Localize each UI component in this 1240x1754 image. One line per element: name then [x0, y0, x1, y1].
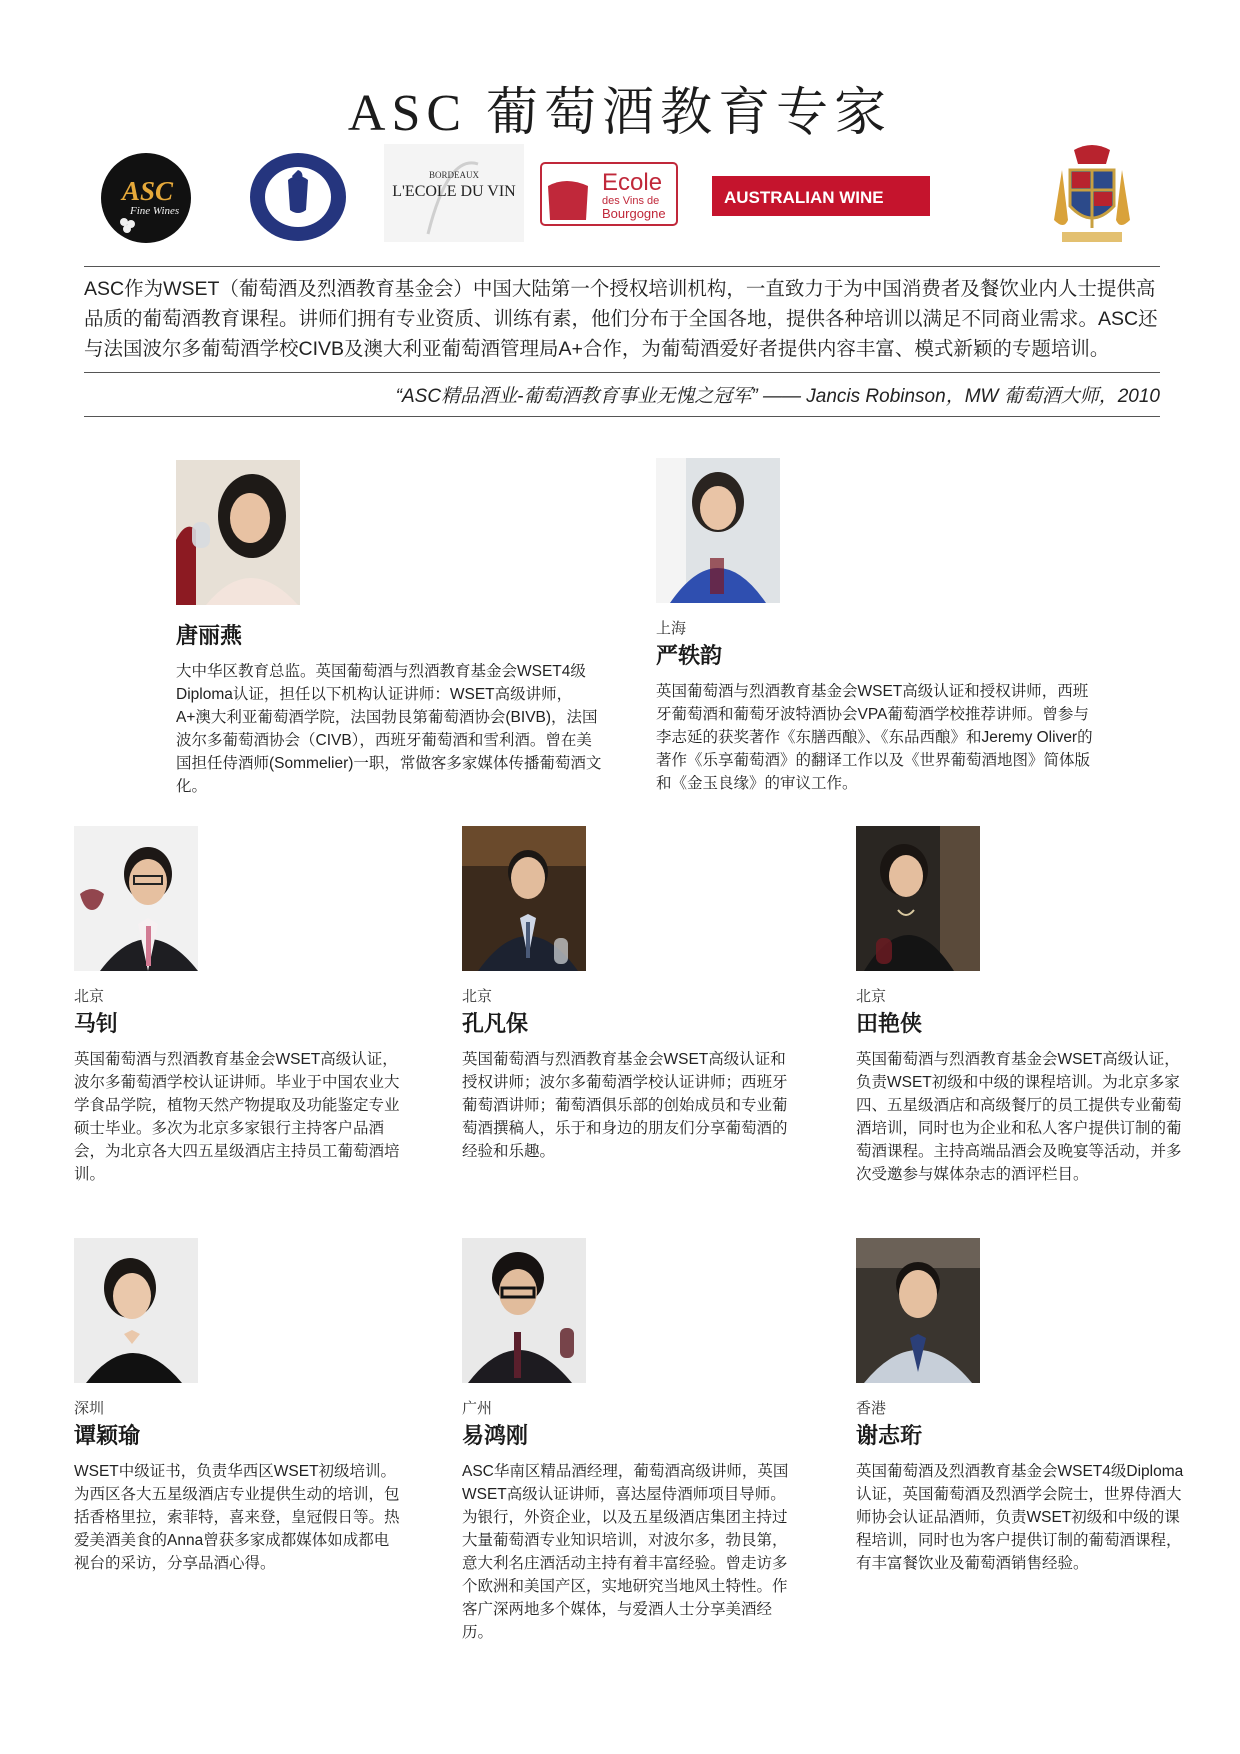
- expert-photo: [176, 460, 300, 605]
- bourgogne-line2: des Vins de: [602, 195, 660, 207]
- page-title: ASC 葡萄酒教育专家: [347, 85, 893, 142]
- middle-divider: [84, 372, 1160, 373]
- expert-card: [462, 826, 792, 1163]
- expert-city: 北京: [74, 988, 105, 1005]
- expert-city: 深圳: [74, 1400, 105, 1417]
- partner-logos: [84, 140, 1144, 260]
- expert-card: [856, 1238, 1186, 1575]
- expert-city: 北京: [856, 988, 887, 1005]
- expert-bio: 英国葡萄酒及烈酒教育基金会WSET4级Diploma认证，英国葡萄酒及烈酒学会院士，世界侍酒大师协会认证品酒师，负责WSET初级和中级的课程培训，同时也为客户提供订制的葡萄酒课程，有丰富餐饮业及葡萄酒销售经验。: [856, 1463, 1184, 1572]
- expert-name: 孔凡保: [462, 1011, 529, 1036]
- expert-city: 北京: [462, 988, 493, 1005]
- ecole-du-vin-top: BORDEAUX: [428, 170, 480, 180]
- ecole-du-vin-bordeaux-logo: [384, 144, 524, 242]
- expert-name: 易鸿刚: [462, 1423, 529, 1448]
- expert-bio: 大中华区教育总监。英国葡萄酒与烈酒教育基金会WSET4级Diploma认证，担任以下机构认证讲师：WSET高级讲师，A+澳大利亚葡萄酒学院，法国勃艮第葡萄酒协会(BIVB)，法国波尔多葡萄酒协会（CIVB），西班牙葡萄酒和雪利酒。曾在美国担任侍酒师(Sommelier)一职，常做客多家媒体传播葡萄酒文化。: [176, 663, 602, 795]
- jancis-robinson-quote: “ASC精品酒业-葡萄酒教育事业无愧之冠军” —— Jancis Robinson，MW 葡萄酒大师，2010: [395, 386, 1160, 407]
- expert-name: 谢志珩: [856, 1423, 923, 1448]
- expert-name: 马钊: [74, 1011, 119, 1036]
- expert-photo: [462, 826, 586, 971]
- ecole-du-vin-main: L'ECOLE DU VIN: [392, 183, 516, 200]
- expert-name: 谭颖瑜: [74, 1423, 141, 1448]
- expert-card: [656, 458, 1096, 795]
- wset-logo: [248, 150, 348, 244]
- expert-bio: 英国葡萄酒与烈酒教育基金会WSET高级认证，负责WSET初级和中级的课程培训。为北京多家四、五星级酒店和高级餐厅的员工提供专业葡萄酒培训，同时也为企业和私人客户提供订制的葡萄酒课程。主持高端品酒会及晚宴等活动，并多次受邀参与媒体杂志的酒评栏目。: [856, 1051, 1182, 1183]
- expert-name: 唐丽燕: [176, 623, 243, 648]
- intro-paragraph: ASC作为WSET（葡萄酒及烈酒教育基金会）中国大陆第一个授权培训机构，一直致力于为中国消费者及餐饮业内人士提供高品质的葡萄酒教育课程。讲师们拥有专业资质、训练有素，他们分布于全国各地，提供各种培训以满足不同商业需求。ASC还与法国波尔多葡萄酒学校CIVB及澳大利亚葡萄酒管理局A+合作，为葡萄酒爱好者提供内容丰富、模式新颖的专题培训。: [84, 278, 1158, 360]
- expert-card: [74, 826, 404, 1186]
- expert-photo: [74, 1238, 198, 1383]
- expert-city: 广州: [462, 1400, 493, 1417]
- expert-name: 田艳侠: [856, 1011, 923, 1036]
- expert-name: 严轶韵: [656, 643, 723, 668]
- expert-card: [856, 826, 1186, 1186]
- expert-bio: 英国葡萄酒与烈酒教育基金会WSET高级认证和授权讲师，西班牙葡萄酒和葡萄牙波特酒协会VPA葡萄酒学校推荐讲师。曾参与李志延的获奖著作《东膳西酿》、《东品西酿》和Jeremy Oliver的著作《乐享葡萄酒》的翻译工作以及《世界葡萄酒地图》简体版和《金玉良缘》的审议工作。: [656, 683, 1093, 792]
- expert-photo: [856, 826, 980, 971]
- expert-bio: ASC华南区精品酒经理，葡萄酒高级讲师，英国WSET高级认证讲师，喜达屋侍酒师项目导师。为银行，外资企业，以及五星级酒店集团主持过大量葡萄酒专业知识培训，对波尔多，勃艮第，意大利名庄酒活动主持有着丰富经验。曾走访多个欧洲和美国产区，实地研究当地风土特性。作客广深两地多个媒体，与爱酒人士分享美酒经历。: [462, 1463, 789, 1641]
- bourgogne-wine-school-logo: [540, 162, 678, 226]
- expert-photo: [74, 826, 198, 971]
- expert-card: [462, 1238, 792, 1644]
- bottom-divider: [84, 416, 1160, 417]
- australian-wine-text: AUSTRALIAN WINE: [724, 188, 884, 207]
- bourgogne-line1: Ecole: [602, 169, 663, 196]
- asc-logo-sub: Fine Wines: [130, 205, 180, 217]
- asc-logo-word: ASC: [122, 176, 174, 206]
- expert-photo: [856, 1238, 980, 1383]
- expert-bio: 英国葡萄酒与烈酒教育基金会WSET高级认证，波尔多葡萄酒学校认证讲师。毕业于中国农业大学食品学院，植物天然产物提取及功能鉴定专业硕士毕业。多次为北京多家银行主持客户品酒会，为北京各大四五星级酒店主持员工葡萄酒培训。: [74, 1051, 400, 1183]
- australian-wine-logo: [712, 176, 930, 216]
- bourgogne-line3: Bourgogne: [602, 206, 666, 221]
- expert-card: [74, 1238, 404, 1575]
- asc-fine-wines-logo: [100, 152, 192, 244]
- expert-city: 香港: [856, 1400, 887, 1417]
- expert-photo: [462, 1238, 586, 1383]
- expert-card: [176, 460, 606, 798]
- expert-bio: 英国葡萄酒与烈酒教育基金会WSET高级认证和授权讲师；波尔多葡萄酒学校认证讲师；西班牙葡萄酒讲师；葡萄酒俱乐部的创始成员和专业葡萄酒撰稿人，乐于和身边的朋友们分享葡萄酒的经验和乐趣。: [462, 1051, 788, 1160]
- coat-of-arms-icon: [1052, 140, 1132, 252]
- expert-photo: [656, 458, 780, 603]
- expert-city: 上海: [656, 620, 687, 637]
- expert-bio: WSET中级证书，负责华西区WSET初级培训。为西区各大五星级酒店专业提供生动的培训，包括香格里拉，索菲特，喜来登，皇冠假日等。热爱美酒美食的Anna曾获多家成都媒体如成都电视台的采访，分享品酒心得。: [74, 1463, 400, 1572]
- top-divider: [84, 266, 1160, 267]
